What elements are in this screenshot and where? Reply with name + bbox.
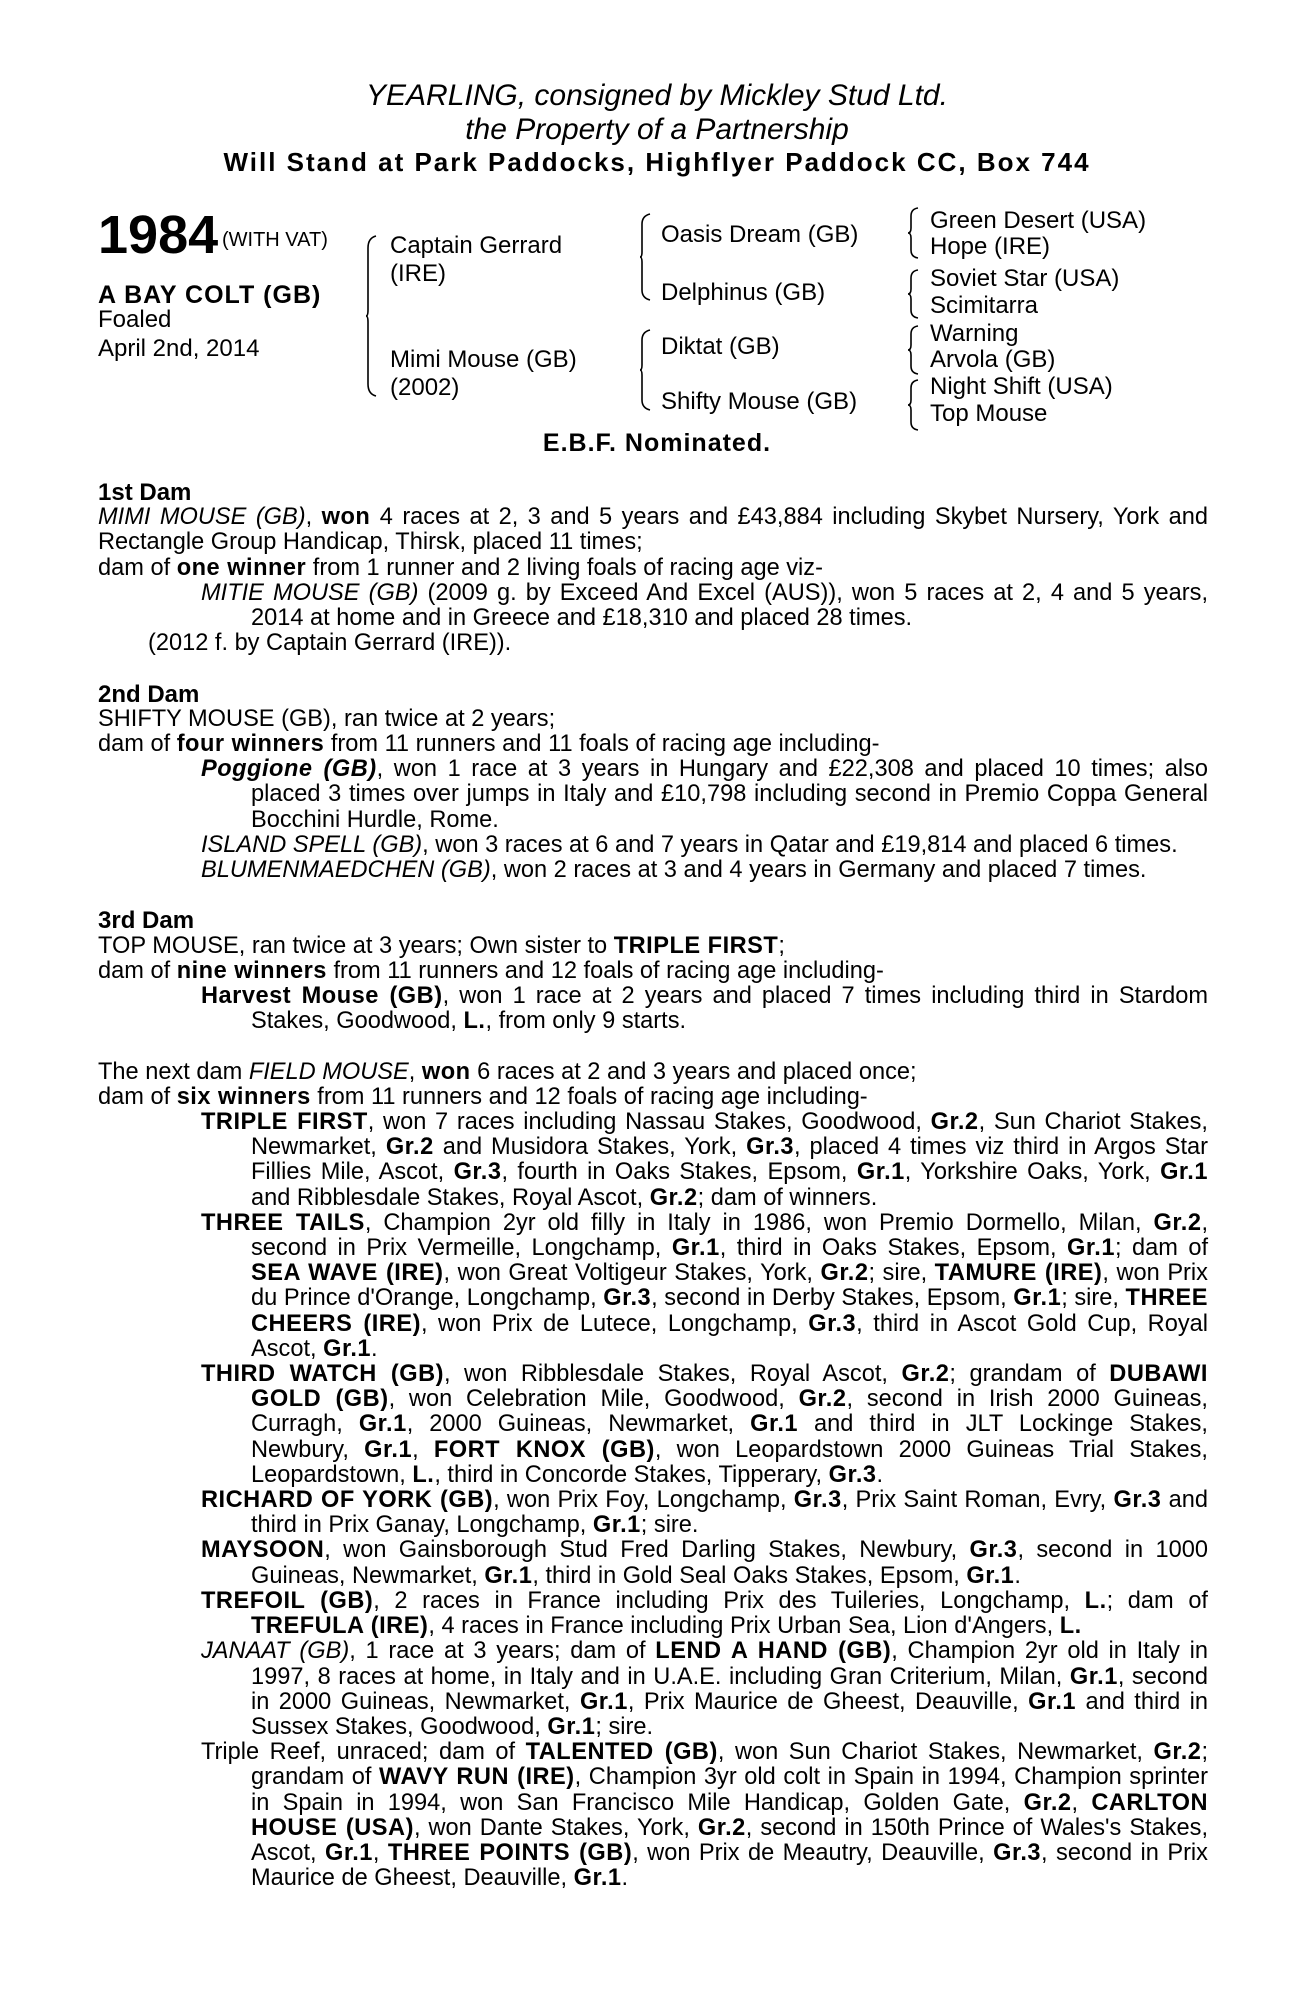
winner-count: four winners: [176, 731, 325, 758]
text-run: , second in 1000 Guineas, Newmarket,: [251, 1537, 1208, 1589]
text-run: from 11 runners and 12 foals of racing age including-: [326, 957, 884, 984]
race-grade: Gr.1: [325, 1839, 373, 1866]
produce-entry: [148, 1589, 1208, 1639]
text-run: , won Dante Stakes, York,: [413, 1814, 698, 1841]
race-grade: Gr.2: [820, 1260, 869, 1287]
produce-name: MITIE MOUSE (GB): [201, 579, 419, 606]
text-run: ; sire.: [595, 1713, 654, 1740]
sire-name: Captain Gerrard: [390, 232, 563, 259]
horse-name: FIELD MOUSE: [248, 1058, 409, 1085]
text-run: , 4 races in France including Prix Urban Sea, Lion d'Angers,: [428, 1613, 1060, 1640]
text-run: , second in Prix Vermeille, Longchamp,: [251, 1209, 1209, 1262]
produce-name: Poggione (GB): [201, 756, 377, 783]
text-run: and third in JLT Lockinge Stakes, Newbury,: [251, 1411, 1208, 1463]
text-run: , second in Irish 2000 Guineas, Curragh,: [251, 1386, 1208, 1438]
text-run: TOP MOUSE, ran twice at 3 years; Own sister to: [98, 932, 614, 959]
horse-name: DUBAWI GOLD (GB): [251, 1361, 1208, 1413]
text-run: , 2000 Guineas, Newmarket,: [406, 1411, 751, 1438]
text-run: , from only 9 starts.: [485, 1008, 687, 1035]
text-run: The next dam: [98, 1058, 249, 1085]
text-run: , won 7 races including Nassau Stakes, Goodwood,: [367, 1109, 931, 1136]
text-run: , won 1 race at 3 years in Hungary and £22,308 and placed 10 times; also placed 3 times over jumps in Italy and £10,798 including second in Premio Coppa General Bocchini Hurdle, Rome.: [251, 756, 1208, 833]
lot-description: A BAY COLT (GB): [98, 281, 322, 309]
text-run: ; dam of: [1114, 1235, 1208, 1262]
text-run: and Ribblesdale Stakes, Royal Ascot,: [251, 1184, 650, 1211]
race-grade: Gr.3: [808, 1310, 857, 1337]
race-grade: Gr.1: [484, 1562, 533, 1589]
text-run: , won Leopardstown 2000 Guineas Trial Stakes, Leopardstown,: [251, 1436, 1208, 1488]
race-grade: Gr.2: [1023, 1789, 1072, 1816]
ss-sire: Green Desert (USA): [930, 207, 1147, 234]
produce-entry: [98, 757, 1208, 833]
produce-name: MAYSOON: [201, 1537, 325, 1564]
race-grade: Gr.2: [901, 1361, 950, 1388]
race-grade: Gr.1: [547, 1713, 596, 1740]
race-grade: Gr.1: [671, 1235, 720, 1262]
won-bold: won: [421, 1058, 471, 1085]
dam-produce-record: [98, 480, 1208, 1891]
race-grade: L.: [1059, 1613, 1082, 1640]
horse-name: FORT KNOX (GB): [433, 1436, 655, 1463]
produce-entry: [98, 581, 1208, 631]
sire-dam: Delphinus (GB): [661, 279, 826, 306]
text-run: , won Prix de Lutece, Longchamp,: [420, 1310, 809, 1337]
produce-entry: [148, 1740, 1208, 1891]
text-run: ; sire.: [640, 1512, 699, 1539]
race-grade: Gr.3: [453, 1159, 502, 1186]
text-run: ; sire,: [868, 1260, 935, 1287]
text-run: .: [1014, 1562, 1021, 1589]
first-dam-name: MIMI MOUSE (GB): [98, 504, 306, 531]
race-grade: Gr.2: [798, 1386, 847, 1413]
text-run: 6 races at 2 and 3 years and placed once;: [470, 1058, 917, 1085]
race-grade: Gr.1: [1013, 1285, 1062, 1312]
dd-dam: Top Mouse: [930, 400, 1048, 427]
horse-name: TALENTED (GB): [525, 1739, 718, 1766]
race-grade: Gr.1: [573, 1865, 622, 1892]
winner-count: one winner: [176, 554, 307, 581]
horse-name: THREE CHEERS (IRE): [251, 1285, 1208, 1337]
horse-name: LEND A HAND (GB): [655, 1638, 892, 1665]
sd-sire: Soviet Star (USA): [930, 265, 1120, 292]
produce-entry: [148, 1538, 1208, 1588]
pedigree-bracket-sd: [908, 270, 922, 318]
text-run: and Musidora Stakes, York,: [433, 1134, 747, 1161]
produce-entry: [148, 1211, 1208, 1362]
second-dam-produce-summary: [98, 732, 1208, 757]
pedigree-bracket-dd: [908, 380, 922, 430]
race-grade: L.: [463, 1008, 486, 1035]
horse-name: TAMURE (IRE): [934, 1260, 1103, 1287]
text-run: , Yorkshire Oaks, York,: [904, 1159, 1161, 1186]
text-run: , won Sun Chariot Stakes, Newmarket,: [717, 1739, 1154, 1766]
race-grade: Gr.1: [1069, 1663, 1118, 1690]
race-grade: Gr.1: [966, 1562, 1015, 1589]
text-run: , 2 races in France including Prix des Tuileries, Longchamp,: [373, 1587, 1085, 1614]
produce-entry: [98, 858, 1208, 883]
race-grade: Gr.2: [649, 1184, 698, 1211]
produce-entry: [148, 1639, 1208, 1740]
pedigree-bracket-main: [366, 236, 380, 396]
race-grade: Gr.3: [746, 1134, 795, 1161]
race-grade: Gr.1: [856, 1159, 905, 1186]
ebf-nominated: E.B.F. Nominated.: [542, 429, 772, 457]
ds-dam: Arvola (GB): [930, 346, 1056, 373]
pedigree-bracket-ds: [908, 326, 922, 374]
horse-name: CARLTON HOUSE (USA): [251, 1789, 1208, 1841]
race-grade: Gr.3: [993, 1839, 1042, 1866]
race-grade: Gr.1: [750, 1411, 799, 1438]
foaled-label: Foaled: [98, 306, 172, 333]
produce-name: BLUMENMAEDCHEN (GB): [201, 857, 491, 884]
horse-name: TREFULA (IRE): [251, 1613, 429, 1640]
second-dam-heading: 2nd Dam: [98, 680, 200, 708]
text-run: , won 2 races at 3 and 4 years in Germany and placed 7 times.: [490, 857, 1147, 884]
produce-entry: [98, 833, 1208, 858]
horse-name: TRIPLE FIRST: [613, 932, 779, 959]
text-run: , second in Prix Maurice de Gheest, Deauville,: [251, 1839, 1208, 1892]
text-run: , third in Concorde Stakes, Tipperary,: [434, 1461, 829, 1488]
text-run: , placed 4 times viz third in Argos Star Fillies Mile, Ascot,: [251, 1134, 1208, 1186]
foaled-date: April 2nd, 2014: [98, 335, 260, 362]
horse-name: THREE POINTS (GB): [387, 1839, 633, 1866]
text-run: ; dam of winners.: [697, 1184, 878, 1211]
text-run: (2009 g. by Exceed And Excel (AUS)), won 5 races at 2, 4 and 5 years, 2014 at home and in Greece and £18,310 and placed 28 times.: [251, 579, 1208, 632]
text-run: ,: [1071, 1789, 1092, 1816]
text-run: , fourth in Oaks Stakes, Epsom,: [501, 1159, 857, 1186]
text-run: .: [621, 1865, 629, 1892]
race-grade: Gr.3: [828, 1461, 877, 1488]
text-run: ; grandam of: [949, 1361, 1110, 1388]
produce-entry: [98, 1110, 1208, 1211]
produce-name: RICHARD OF YORK (GB): [201, 1487, 494, 1514]
race-grade: Gr.1: [1160, 1159, 1208, 1186]
text-run: ; sire,: [1061, 1285, 1126, 1312]
text-run: , second in 150th Prince of Wales's Stakes, Ascot,: [251, 1814, 1209, 1866]
text-run: .: [876, 1461, 884, 1488]
text-run: , won Celebration Mile, Goodwood,: [388, 1386, 799, 1413]
text-run: , Champion 2yr old filly in Italy in 1986, won Premio Dormello, Milan,: [364, 1209, 1154, 1236]
text-run: , Prix Maurice de Gheest, Deauville,: [627, 1688, 1029, 1715]
next-dam-produce-summary: [98, 1085, 1208, 1110]
race-grade: Gr.1: [1028, 1688, 1077, 1715]
race-grade: Gr.3: [793, 1487, 842, 1514]
text-run: dam of: [98, 1083, 177, 1110]
consignor-line: YEARLING, consigned by Mickley Stud Ltd.: [366, 79, 948, 112]
race-grade: L.: [1084, 1587, 1107, 1614]
produce-entry: [148, 1488, 1208, 1538]
first-dam-produce-summary: [98, 556, 1208, 581]
race-grade: Gr.2: [1153, 1209, 1202, 1236]
text-run: , won Great Voltigeur Stakes, York,: [443, 1260, 821, 1287]
ss-dam: Hope (IRE): [930, 233, 1051, 260]
won-bold: won: [321, 504, 371, 531]
text-run: , won Gainsborough Stud Fred Darling Stakes, Newbury,: [324, 1537, 970, 1564]
produce-entry: [148, 1362, 1208, 1488]
dd-sire: Night Shift (USA): [930, 373, 1113, 400]
text-run: , 1 race at 3 years; dam of: [349, 1638, 656, 1665]
text-run: dam of: [98, 731, 177, 758]
sd-dam: Scimitarra: [930, 292, 1039, 319]
text-run: , won 1 race at 2 years and placed 7 times including third in Stardom Stakes, Goodwood,: [251, 983, 1208, 1035]
produce-name: THIRD WATCH (GB): [201, 1361, 444, 1388]
race-grade: Gr.1: [1067, 1235, 1115, 1262]
text-run: from 1 runner and 2 living foals of racing age viz-: [306, 554, 823, 581]
race-grade: Gr.1: [592, 1512, 641, 1539]
property-line: the Property of a Partnership: [465, 113, 849, 146]
lot-number: 1984: [98, 205, 219, 265]
text-run: , Champion 2yr old in Italy in 1997, 8 races at home, in Italy and in U.A.E. including Gran Criterium, Milan,: [251, 1638, 1208, 1690]
winner-count: nine winners: [176, 957, 327, 984]
dam-name: Mimi Mouse (GB): [390, 346, 577, 373]
produce-name: TREFOIL (GB): [201, 1587, 374, 1614]
text-run: , third in Gold Seal Oaks Stakes, Epsom,: [532, 1562, 967, 1589]
produce-name: THREE TAILS: [201, 1209, 365, 1236]
text-run: , won Prix de Meautry, Deauville,: [632, 1839, 994, 1866]
text-run: ; dam of: [1106, 1587, 1208, 1614]
text-run: , second in Derby Stakes, Epsom,: [651, 1285, 1014, 1312]
text-run: from 11 runners and 12 foals of racing age including-: [310, 1083, 868, 1110]
horse-name: SEA WAVE (IRE): [251, 1260, 444, 1287]
text-run: and third in Sussex Stakes, Goodwood,: [251, 1688, 1208, 1740]
produce-name: ISLAND SPELL (GB): [201, 831, 423, 858]
race-grade: Gr.1: [323, 1335, 372, 1362]
race-grade: Gr.3: [969, 1537, 1018, 1564]
text-run: , won Prix du Prince d'Orange, Longchamp,: [251, 1260, 1208, 1312]
text-run: , won Prix Foy, Longchamp,: [493, 1487, 794, 1514]
text-run: , third in Oaks Stakes, Epsom,: [719, 1235, 1068, 1262]
text-run: , second in 2000 Guineas, Newmarket,: [251, 1663, 1208, 1715]
sire-origin: (IRE): [390, 260, 446, 287]
pedigree-bracket-ss: [908, 208, 922, 258]
third-dam-paragraph: [98, 934, 1208, 959]
text-run: ; grandam of: [251, 1739, 1208, 1791]
race-grade: Gr.1: [364, 1436, 413, 1463]
text-run: from 11 runners and 11 foals of racing age including-: [324, 731, 880, 758]
race-grade: Gr.1: [358, 1411, 407, 1438]
winner-count: six winners: [176, 1083, 311, 1110]
text-run: ,: [412, 1436, 434, 1463]
dam-sire: Diktat (GB): [661, 333, 780, 360]
text-run: , won 3 races at 6 and 7 years in Qatar and £19,814 and placed 6 times.: [422, 831, 1178, 858]
vat-note: (WITH VAT): [222, 229, 328, 251]
race-grade: Gr.1: [579, 1688, 628, 1715]
dam-dam: Shifty Mouse (GB): [661, 388, 858, 415]
race-grade: Gr.3: [1113, 1487, 1162, 1514]
dam-year: (2002): [390, 374, 460, 401]
next-dam-paragraph: [98, 1060, 1208, 1085]
text-run: ;: [778, 932, 785, 959]
produce-entry: [98, 984, 1208, 1034]
text-run: , Champion 3yr old colt in Spain in 1994, Champion sprinter in Spain in 1994, won San Francisco Mile Handicap, Golden Gate,: [251, 1764, 1208, 1816]
text-run: , Sun Chariot Stakes, Newmarket,: [251, 1109, 1208, 1161]
race-grade: Gr.2: [697, 1814, 746, 1841]
ds-sire: Warning: [930, 320, 1019, 347]
third-dam-heading: 3rd Dam: [98, 907, 195, 935]
text-run: , third in Ascot Gold Cup, Royal Ascot,: [251, 1310, 1208, 1362]
text-run: ,: [372, 1839, 388, 1866]
produce-name: Harvest Mouse (GB): [201, 983, 443, 1010]
text-run: .: [371, 1335, 378, 1362]
race-grade: Gr.2: [1153, 1739, 1202, 1766]
pedigree-bracket-sire: [640, 214, 654, 300]
text-run: dam of: [98, 554, 177, 581]
text-run: dam of: [98, 957, 177, 984]
text-run: ,: [305, 504, 322, 531]
race-grade: Gr.3: [603, 1285, 652, 1312]
text-run: and third in Prix Ganay, Longchamp,: [251, 1487, 1208, 1539]
produce-name: JANAAT (GB): [201, 1638, 350, 1665]
sire-sire: Oasis Dream (GB): [661, 221, 859, 248]
text-run: ,: [408, 1058, 422, 1085]
race-grade: L.: [412, 1461, 435, 1488]
first-dam-paragraph: [98, 505, 1208, 555]
second-dam-paragraph: SHIFTY MOUSE (GB), ran twice at 2 years;: [98, 705, 556, 732]
first-dam-heading: 1st Dam: [98, 479, 192, 506]
text-run: , won Ribblesdale Stakes, Royal Ascot,: [443, 1361, 902, 1388]
produce-entry: (2012 f. by Captain Gerrard (IRE)).: [148, 630, 512, 657]
produce-name: TRIPLE FIRST: [201, 1109, 368, 1136]
race-grade: Gr.2: [930, 1109, 979, 1136]
text-run: 4 races at 2, 3 and 5 years and £43,884 including Skybet Nursery, York and Rectangle Group Handicap, Thirsk, placed 11 times;: [98, 504, 1208, 556]
race-grade: Gr.2: [385, 1134, 434, 1161]
stand-location-line: Will Stand at Park Paddocks, Highflyer Paddock CC, Box 744: [223, 147, 1091, 177]
text-run: , Prix Saint Roman, Evry,: [841, 1487, 1114, 1514]
third-dam-produce-summary: [98, 959, 1208, 984]
text-run: Triple Reef, unraced; dam of: [201, 1739, 526, 1766]
pedigree-bracket-dam: [640, 330, 654, 410]
horse-name: WAVY RUN (IRE): [378, 1764, 575, 1791]
